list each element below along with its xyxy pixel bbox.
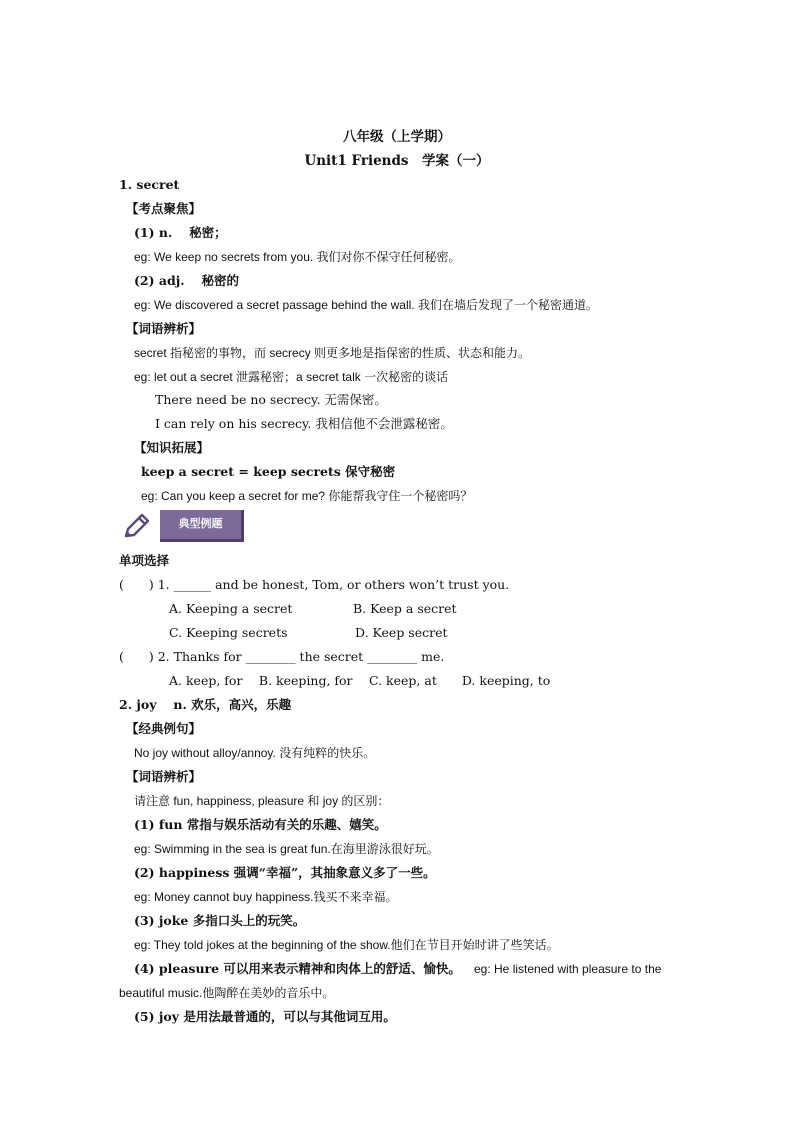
point-joke: (3) joke 多指口头上的玩笑。 [134, 913, 306, 928]
section-2-heading: 2. joy n. 欢乐，高兴，乐趣 [119, 697, 292, 712]
extend-example: eg: Can you keep a secret for me? 你能帮我守住一个秘密吗？ [141, 489, 473, 503]
point-joke-example: eg: They told jokes at the beginning of the show.他们在节目开始时讲了些笑话。 [134, 938, 559, 952]
point-fun: (1) fun 常指与娱乐活动有关的乐趣、嬉笑。 [134, 817, 387, 832]
example-noun: eg: We keep no secrets from you. 我们对你不保守任何秘密。 [134, 250, 461, 264]
point-fun-example: eg: Swimming in the sea is great fun.在海里游泳很好玩。 [134, 842, 439, 856]
classic-example: No joy without alloy/annoy. 没有纯粹的快乐。 [134, 746, 376, 760]
question-2-options: A. keep, for B. keeping, for C. keep, at D. keeping, to [169, 673, 551, 688]
definition-adj: (2) adj. 秘密的 [134, 273, 239, 288]
classic-label: 【经典例句】 [126, 721, 202, 736]
analysis-intro: 请注意 fun, happiness, pleasure 和 joy 的区别： [134, 794, 390, 808]
question-1-option-c: C. Keeping secrets [169, 625, 288, 640]
question-1-option-b: B. Keep a secret [353, 601, 457, 616]
extend-label: 【知识拓展】 [134, 440, 210, 455]
definition-noun: (1) n. 秘密； [134, 225, 227, 240]
question-1: ( ) 1. ______ and be honest, Tom, or others won’t trust you. [119, 577, 510, 592]
analysis-example-3: I can rely on his secrecy. 我相信他不会泄露秘密。 [155, 416, 453, 431]
point-happiness-example: eg: Money cannot buy happiness.钱买不来幸福。 [134, 890, 398, 904]
extend-text: keep a secret = keep secrets 保守秘密 [141, 464, 396, 479]
page-subtitle: Unit1 Friends 学案（一） [304, 153, 490, 169]
point-pleasure-example: eg: He listened with pleasure to the [474, 962, 662, 976]
example-banner: 典型例题 [160, 510, 244, 542]
point-pleasure: (4) pleasure 可以用来表示精神和肉体上的舒适、愉快。 [134, 961, 461, 976]
example-adj: eg: We discovered a secret passage behind the wall. 我们在墙后发现了一个秘密通道。 [134, 298, 598, 312]
focus-label: 【考点聚焦】 [126, 201, 202, 216]
analysis-label: 【词语辨析】 [126, 321, 202, 336]
page-title: 八年级（上学期） [343, 129, 451, 145]
point-happiness: (2) happiness 强调“幸福”，其抽象意义多了一些。 [134, 865, 436, 880]
analysis-label-2: 【词语辨析】 [126, 769, 202, 784]
point-pleasure-continued: beautiful music.他陶醉在美妙的音乐中。 [119, 986, 335, 1000]
pencil-icon [120, 510, 154, 542]
point-joy: (5) joy 是用法最普通的，可以与其他词互用。 [134, 1009, 396, 1024]
question-1-option-d: D. Keep secret [355, 625, 448, 640]
question-2: ( ) 2. Thanks for ________ the secret ________ me. [119, 649, 445, 664]
analysis-text: secret 指秘密的事物，而 secrecy 则更多地是指保密的性质、状态和能力。 [134, 346, 531, 360]
quiz-heading: 单项选择 [119, 553, 170, 568]
analysis-example-2: There need be no secrecy. 无需保密。 [155, 392, 387, 407]
section-1-heading: 1. secret [119, 177, 180, 192]
question-1-option-a: A. Keeping a secret [169, 601, 293, 616]
analysis-example-1: eg: let out a secret 泄露秘密；a secret talk 一次秘密的谈话 [134, 370, 449, 384]
